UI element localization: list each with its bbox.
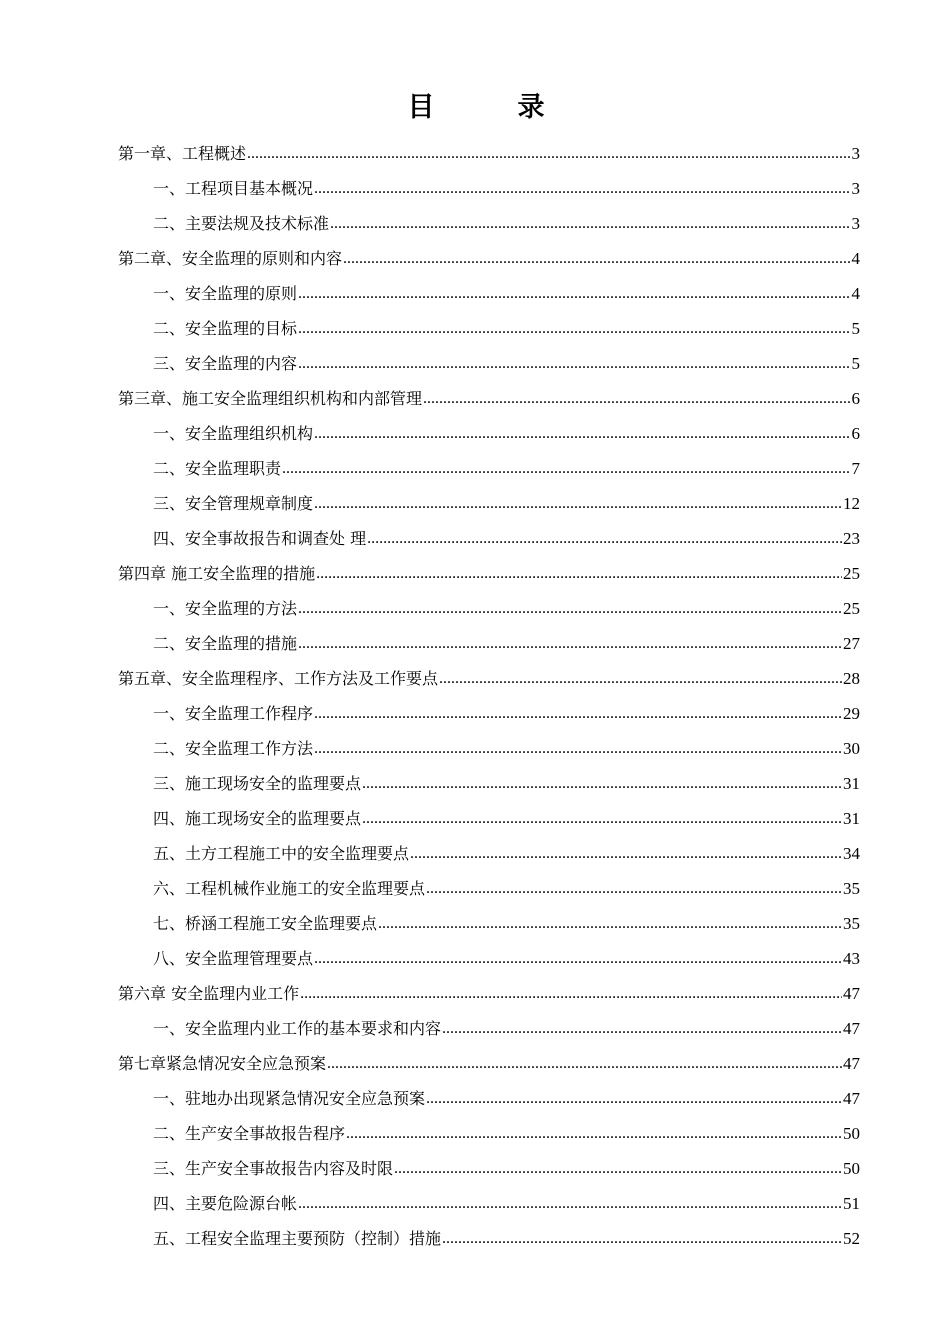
toc-entry-text: 三、生产安全事故报告内容及时限: [153, 1159, 394, 1178]
toc-dot-leader: [298, 346, 850, 381]
toc-page-number: 5: [851, 319, 860, 338]
toc-section-entry[interactable]: [118, 626, 860, 661]
toc-dot-leader: [442, 1221, 842, 1256]
toc-page-number: 31: [843, 809, 860, 828]
toc-dot-leader: [362, 801, 842, 836]
toc-title: 目 录: [407, 92, 573, 123]
toc-page-number: 23: [843, 529, 860, 548]
toc-entry-text: 一、安全监理工作程序: [153, 704, 314, 723]
toc-page-number: 4: [851, 249, 860, 268]
toc-chapter-entry[interactable]: [118, 976, 860, 1011]
toc-entry-text: 第一章、工程概述: [118, 144, 247, 163]
toc-section-entry[interactable]: [118, 1011, 860, 1046]
table-of-contents: [118, 136, 860, 1256]
toc-entry-text: 二、安全监理工作方法: [153, 739, 314, 758]
toc-section-entry[interactable]: [118, 766, 860, 801]
toc-dot-leader: [314, 941, 842, 976]
toc-entry-text: 四、主要危险源台帐: [153, 1194, 298, 1213]
toc-section-entry[interactable]: [118, 521, 860, 556]
toc-entry-text: 五、工程安全监理主要预防（控制）措施: [153, 1229, 442, 1248]
toc-dot-leader: [298, 311, 850, 346]
toc-page-number: 47: [843, 1089, 860, 1108]
toc-section-entry[interactable]: [118, 731, 860, 766]
toc-page-number: 3: [851, 214, 860, 233]
toc-section-entry[interactable]: [118, 591, 860, 626]
toc-entry-text: 第七章紧急情况安全应急预案: [118, 1054, 327, 1073]
toc-entry-text: 一、驻地办出现紧急情况安全应急预案: [153, 1089, 426, 1108]
toc-dot-leader: [442, 1011, 842, 1046]
toc-page-number: 25: [843, 564, 860, 583]
toc-entry-text: 第四章 施工安全监理的措施: [118, 564, 316, 583]
toc-entry-text: 四、施工现场安全的监理要点: [153, 809, 362, 828]
toc-entry-text: 五、土方工程施工中的安全监理要点: [153, 844, 410, 863]
toc-entry-text: 二、主要法规及技术标准: [153, 214, 330, 233]
toc-page-number: 12: [843, 494, 860, 513]
toc-entry-text: 二、生产安全事故报告程序: [153, 1124, 346, 1143]
toc-section-entry[interactable]: [118, 206, 860, 241]
toc-chapter-entry[interactable]: [118, 1046, 860, 1081]
toc-page-number: 29: [843, 704, 860, 723]
toc-dot-leader: [346, 1116, 842, 1151]
toc-dot-leader: [298, 1186, 842, 1221]
toc-dot-leader: [298, 276, 850, 311]
toc-entry-text: 三、安全监理的内容: [153, 354, 298, 373]
toc-entry-text: 一、安全监理的方法: [153, 599, 298, 618]
toc-dot-leader: [314, 171, 850, 206]
toc-entry-text: 八、安全监理管理要点: [153, 949, 314, 968]
toc-entry-text: 第二章、安全监理的原则和内容: [118, 249, 343, 268]
toc-page-number: 7: [851, 459, 860, 478]
toc-section-entry[interactable]: [118, 801, 860, 836]
toc-page-number: 5: [851, 354, 860, 373]
toc-entry-text: 一、工程项目基本概况: [153, 179, 314, 198]
toc-entry-text: 三、安全管理规章制度: [153, 494, 314, 513]
toc-entry-text: 三、施工现场安全的监理要点: [153, 774, 362, 793]
toc-entry-text: 四、安全事故报告和调查处 理: [153, 529, 367, 548]
toc-dot-leader: [343, 241, 850, 276]
toc-entry-text: 二、安全监理的目标: [153, 319, 298, 338]
toc-entry-text: 一、安全监理内业工作的基本要求和内容: [153, 1019, 442, 1038]
toc-dot-leader: [316, 556, 842, 591]
toc-dot-leader: [439, 661, 842, 696]
toc-section-entry[interactable]: [118, 696, 860, 731]
toc-page-number: 50: [843, 1124, 860, 1143]
toc-entry-text: 第六章 安全监理内业工作: [118, 984, 300, 1003]
toc-dot-leader: [362, 766, 842, 801]
toc-section-entry[interactable]: [118, 871, 860, 906]
toc-dot-leader: [247, 136, 850, 171]
toc-entry-text: 二、安全监理的措施: [153, 634, 298, 653]
toc-dot-leader: [426, 871, 842, 906]
toc-page-number: 47: [843, 984, 860, 1003]
toc-dot-leader: [298, 626, 842, 661]
toc-dot-leader: [282, 451, 850, 486]
toc-dot-leader: [423, 381, 850, 416]
toc-section-entry[interactable]: [118, 346, 860, 381]
toc-section-entry[interactable]: [118, 311, 860, 346]
toc-dot-leader: [426, 1081, 842, 1116]
toc-page-number: 25: [843, 599, 860, 618]
toc-page-number: 3: [851, 179, 860, 198]
toc-dot-leader: [314, 731, 842, 766]
toc-page-number: 27: [843, 634, 860, 653]
toc-section-entry[interactable]: [118, 836, 860, 871]
toc-chapter-entry[interactable]: [118, 556, 860, 591]
toc-dot-leader: [298, 591, 842, 626]
toc-page-number: 47: [843, 1054, 860, 1073]
toc-section-entry[interactable]: [118, 1116, 860, 1151]
toc-entry-text: 二、安全监理职责: [153, 459, 282, 478]
toc-section-entry[interactable]: [118, 416, 860, 451]
toc-dot-leader: [314, 486, 842, 521]
toc-entry-text: 第三章、施工安全监理组织机构和内部管理: [118, 389, 423, 408]
toc-page-number: 34: [843, 844, 860, 863]
toc-page-number: 4: [851, 284, 860, 303]
toc-entry-text: 六、工程机械作业施工的安全监理要点: [153, 879, 426, 898]
toc-dot-leader: [300, 976, 842, 1011]
toc-dot-leader: [394, 1151, 842, 1186]
toc-dot-leader: [314, 696, 842, 731]
toc-section-entry[interactable]: [118, 1186, 860, 1221]
toc-page-number: 43: [843, 949, 860, 968]
toc-dot-leader: [327, 1046, 842, 1081]
toc-page-number: 28: [843, 669, 860, 688]
toc-entry-text: 一、安全监理的原则: [153, 284, 298, 303]
toc-dot-leader: [410, 836, 842, 871]
toc-page-number: 31: [843, 774, 860, 793]
toc-entry-text: 一、安全监理组织机构: [153, 424, 314, 443]
toc-chapter-entry[interactable]: [118, 381, 860, 416]
toc-page-number: 6: [851, 424, 860, 443]
toc-page-number: 35: [843, 879, 860, 898]
toc-page-number: 6: [851, 389, 860, 408]
toc-page-number: 51: [843, 1194, 860, 1213]
toc-page-number: 47: [843, 1019, 860, 1038]
toc-dot-leader: [367, 521, 842, 556]
toc-dot-leader: [378, 906, 842, 941]
toc-section-entry[interactable]: [118, 486, 860, 521]
toc-section-entry[interactable]: [118, 276, 860, 311]
toc-page-number: 35: [843, 914, 860, 933]
toc-section-entry[interactable]: [118, 451, 860, 486]
toc-chapter-entry[interactable]: [118, 661, 860, 696]
toc-entry-text: 七、桥涵工程施工安全监理要点: [153, 914, 378, 933]
toc-page-number: 52: [843, 1229, 860, 1248]
toc-chapter-entry[interactable]: [118, 136, 860, 171]
toc-section-entry[interactable]: [118, 1151, 860, 1186]
toc-chapter-entry[interactable]: [118, 241, 860, 276]
toc-dot-leader: [330, 206, 850, 241]
toc-section-entry[interactable]: [118, 171, 860, 206]
toc-section-entry[interactable]: [118, 906, 860, 941]
toc-page-number: 3: [851, 144, 860, 163]
toc-dot-leader: [314, 416, 850, 451]
toc-entry-text: 第五章、安全监理程序、工作方法及工作要点: [118, 669, 439, 688]
toc-page-number: 50: [843, 1159, 860, 1178]
toc-page-number: 30: [843, 739, 860, 758]
toc-section-entry[interactable]: [118, 941, 860, 976]
toc-section-entry[interactable]: [118, 1081, 860, 1116]
toc-section-entry[interactable]: [118, 1221, 860, 1256]
